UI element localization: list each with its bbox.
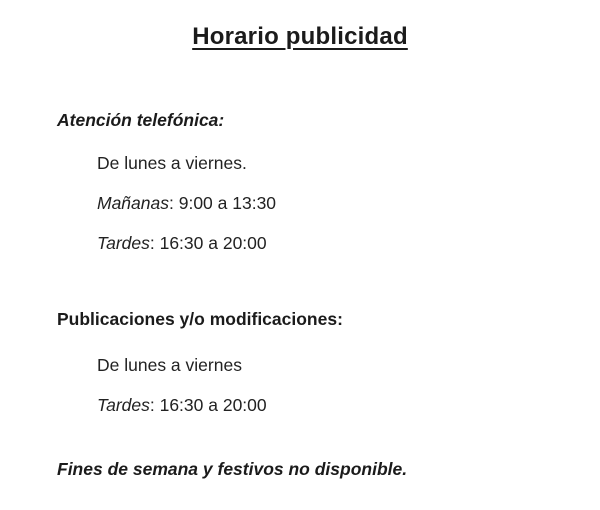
document-page [0, 22, 600, 510]
afternoon-hours-line [97, 395, 600, 415]
day-range-text: De lunes a viernes. [97, 153, 247, 173]
afternoon-hours-text: : 16:30 a 20:00 [149, 233, 267, 253]
afternoon-label: Tardes [97, 233, 150, 253]
day-range-text: De lunes a viernes [97, 355, 242, 375]
afternoon-hours-text: : 16:30 a 20:00 [149, 395, 267, 415]
section-publicaciones [0, 308, 600, 415]
section-heading-atencion: Atención telefónica: [57, 110, 225, 130]
section-heading-publicaciones: Publicaciones y/o modificaciones: [57, 309, 343, 329]
day-range-line [97, 355, 600, 375]
morning-hours-text: : 9:00 a 13:30 [169, 193, 277, 213]
page-title-text: Horario publicidad [192, 23, 408, 50]
morning-hours-line [97, 193, 600, 213]
morning-label: Mañanas [97, 193, 169, 213]
afternoon-hours-line [97, 233, 600, 253]
footer-note: Fines de semana y festivos no disponible. [57, 459, 408, 479]
page-title [0, 22, 600, 52]
day-range-line [97, 153, 600, 173]
afternoon-label: Tardes [97, 395, 150, 415]
section-atencion-telefonica [0, 109, 600, 253]
